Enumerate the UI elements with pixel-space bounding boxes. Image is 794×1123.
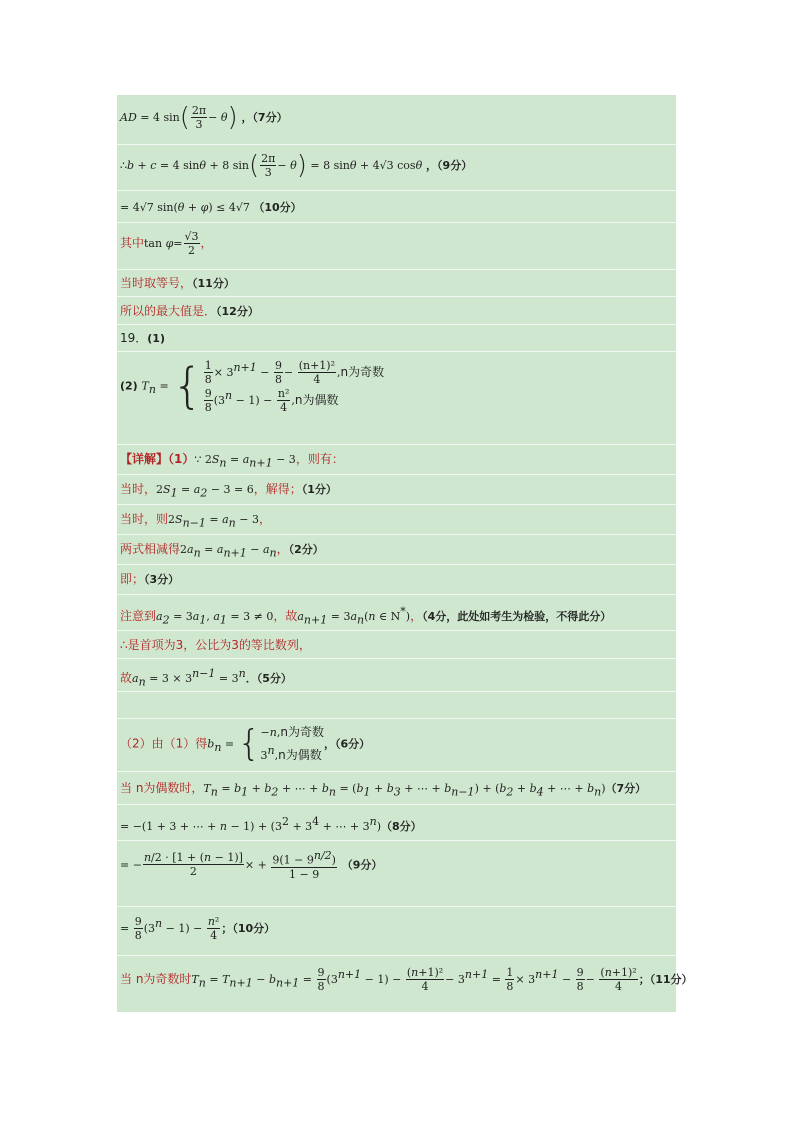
- line-sum-formula: = − $\frac{n/2 \cdot [1 + (n - 1)]}{2}$ × + $\frac{9(1 - 9^{n/2})}{1 - 9}$ （9分）: [117, 841, 676, 907]
- line-subtract: 两式相减得$2a_n = a_{n+1} - a_n$，（2分）: [117, 535, 676, 565]
- line-sqrt7: = 4√7 sin(θ + φ) ≤ 4√7 （10分）: [117, 191, 676, 223]
- line-geometric: ∴是首项为3，公比为3的等比数列，: [117, 631, 676, 659]
- line-sn-1: 当时，则$2S_{n-1} = a_n - 3$，: [117, 505, 676, 535]
- line-detail: 【详解】（1）∵ $2S_n = a_{n+1} - 3$，则有：: [117, 445, 676, 475]
- line-split-sum: = −(1 + 3 + ⋯ + $n - 1) + (3^2 + 3^4$ + ⋯ + $3^n)(8$分）: [117, 805, 676, 841]
- line-ji: 即；（3分）: [117, 565, 676, 595]
- solution-panel: [117, 95, 693, 1012]
- line-tan: 其中tan φ= $\frac{√3}{2}$ ，: [117, 223, 676, 270]
- line-tn-cases: (2) $T_n$ = { $\frac{1}{8}$ × $3^{n+1}$ − $\frac{9}{8}$ − $\frac{\text{(n+1)²}}{4}$ ,n为奇数 $\frac{9}{8}$ $(3^n - 1)$ − $\frac{\text{n²}}{4}$ ,n为偶数: [117, 352, 676, 445]
- line-even-result: = $\frac{9}{8}$ $(3^n - 1)$ − $\frac{\text{n²}}{4}$ ；（10分）: [117, 907, 676, 956]
- line-bc: ∴b + c = 4 sinθ + 8 sin( $\frac{2\pi}{3}$ − θ) = 8 sinθ + 4√3 cosθ ，（9分）: [117, 145, 676, 191]
- score-10a: （10分）: [253, 201, 302, 214]
- line-bn: （2）由（1）得$b_n$ = { −n,n为奇数 3$^n$,n为偶数 ，（6分）: [117, 719, 676, 772]
- line-ad: AD = 4 sin( $\frac{2\pi}{3}$ − θ) ，（7分）: [117, 95, 676, 145]
- blank-row: [117, 692, 676, 719]
- score-9a: ，（9分）: [426, 159, 473, 172]
- line-equal: 当时取等号，（11分）: [117, 270, 676, 297]
- line-19: 19．(1): [117, 325, 676, 352]
- line-an: 故$a_n = 3 \times 3^{n-1} = 3^n$．（5分）: [117, 659, 676, 692]
- line-note: 注意到$a_2 = 3a_1$, $a_1 = 3 \ne 0$，故$a_{n+1} = 3a_n(n$ ∈ N*)，（4分，此处如考生为检验，不得此分）: [117, 595, 676, 631]
- line-tn-even: 当 n为偶数时，$T_n = b_1 + b_2$ + ⋯ + $b_n = (b_1 + b_3$ + ⋯ + $b_{n-1}) + (b_2 + b_4$ + ⋯ + $b_n)(7$分）: [117, 772, 676, 805]
- line-s1: 当时，$2S_1 = a_2 - 3 = 6$，解得；（1分）: [117, 475, 676, 505]
- line-max: 所以的最大值是．（12分）: [117, 297, 676, 325]
- score-7: ，（7分）: [241, 111, 288, 124]
- line-tn-odd: 当 n为奇数时$T_n = T_{n+1} - b_{n+1}$ = $\frac{9}{8}$ $(3^{n+1} - 1)$ − $\frac{\text{(n+1)²}}{4}$ − $3^{n+1}$ = $\frac{1}{8}$ × $3^{n+1}$ − $\frac{9}{8}$ − $\frac{\text{(n+1)²}}{4}$ ；（11分）: [120, 966, 693, 993]
